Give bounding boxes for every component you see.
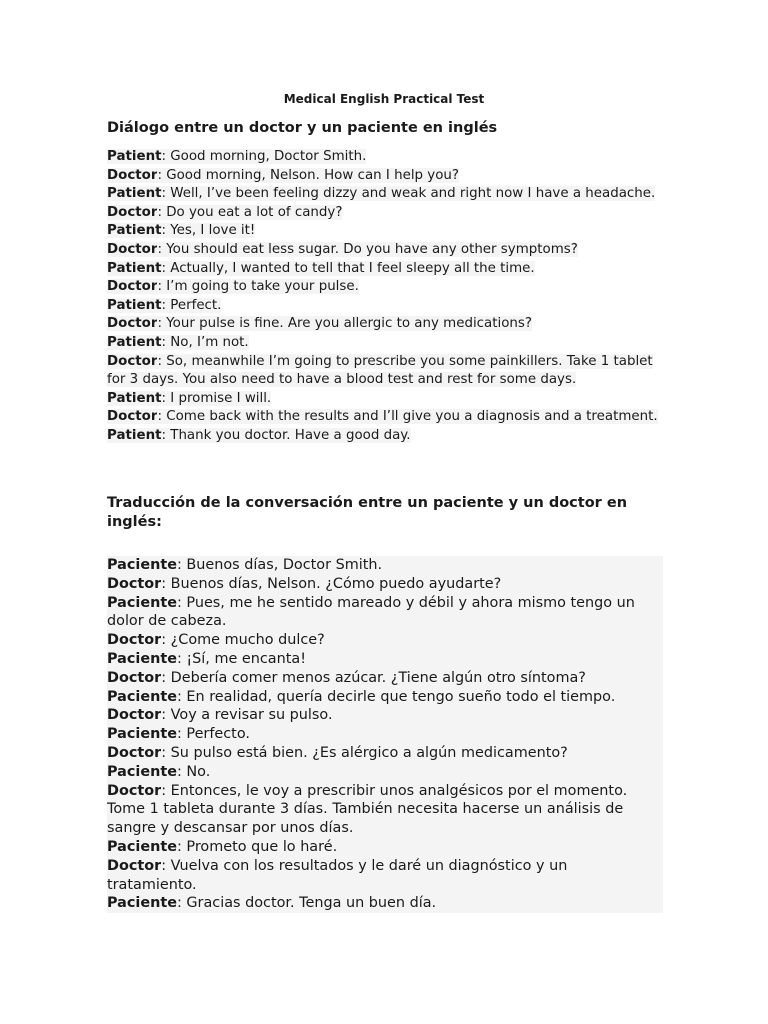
dialogue-line xyxy=(107,688,661,707)
dialogue-text: : Actually, I wanted to tell that I feel sleepy all the time. xyxy=(161,260,535,276)
dialogue-text: : You should eat less sugar. Do you have any other symptoms? xyxy=(157,241,578,257)
dialogue-text: : Gracias doctor. Tenga un buen día. xyxy=(176,895,437,912)
speaker-label: Doctor xyxy=(107,857,162,874)
speaker-label: Doctor xyxy=(107,632,162,649)
speaker-label: Paciente xyxy=(107,838,177,855)
dialogue-text: : Buenos días, Nelson. ¿Cómo puedo ayudarte? xyxy=(161,575,502,592)
dialogue-line xyxy=(107,782,661,838)
dialogue-line xyxy=(107,669,661,688)
speaker-label: Doctor xyxy=(107,167,158,183)
dialogue-text: : Entonces, le voy a prescribir unos analgésicos por el momento. Tome 1 tableta durante 3 días. También necesita hacerse un análisis de sangre y descansar por unos días. xyxy=(107,782,628,837)
dialogue-line xyxy=(107,575,661,594)
dialogue-text: : Debería comer menos azúcar. ¿Tiene algún otro síntoma? xyxy=(161,669,586,686)
speaker-label: Patient xyxy=(107,260,162,276)
speaker-label: Doctor xyxy=(107,279,158,295)
dialogue-text: : Pues, me he sentido mareado y débil y ahora mismo tengo un dolor de cabeza. xyxy=(107,594,635,630)
dialogue-text: : ¡Sí, me encanta! xyxy=(176,650,306,667)
dialogue-line xyxy=(107,556,661,575)
speaker-label: Patient xyxy=(107,223,162,239)
dialogue-text: : Yes, I love it! xyxy=(161,223,256,239)
speaker-label: Doctor xyxy=(107,353,158,369)
speaker-label: Doctor xyxy=(107,744,162,761)
speaker-label: Paciente xyxy=(107,557,177,573)
dialogue-text: : ¿Come mucho dulce? xyxy=(161,632,325,649)
dialogue-text: : Prometo que lo haré. xyxy=(176,838,338,855)
spanish-dialogue xyxy=(107,556,663,913)
dialogue-text: : I’m going to take your pulse. xyxy=(157,279,359,295)
speaker-label: Paciente xyxy=(107,726,177,743)
dialogue-text: : Good morning, Doctor Smith. xyxy=(161,149,367,164)
dialogue-line xyxy=(107,390,667,409)
dialogue-line xyxy=(107,725,661,744)
dialogue-text: : Voy a revisar su pulso. xyxy=(161,707,333,724)
dialogue-text: : Su pulso está bien. ¿Es alérgico a algún medicamento? xyxy=(161,744,568,761)
dialogue-line xyxy=(107,594,661,632)
dialogue-text: : Good morning, Nelson. How can I help you? xyxy=(157,167,460,183)
dialogue-text: : Perfecto. xyxy=(176,726,250,743)
dialogue-text: : No. xyxy=(176,763,211,780)
dialogue-line xyxy=(107,204,667,223)
dialogue-line xyxy=(107,857,661,895)
dialogue-text: : Well, I’ve been feeling dizzy and weak and right now I have a headache. xyxy=(161,186,656,202)
dialogue-line xyxy=(107,222,667,241)
speaker-label: Paciente xyxy=(107,650,177,667)
dialogue-line xyxy=(107,315,667,334)
spanish-translation-heading: Traducción de la conversación entre un paciente y un doctor en inglés: xyxy=(107,495,628,530)
speaker-label: Doctor xyxy=(107,707,162,724)
speaker-label: Doctor xyxy=(107,316,158,332)
dialogue-line xyxy=(107,148,667,167)
dialogue-line xyxy=(107,744,661,763)
dialogue-line xyxy=(107,706,661,725)
dialogue-text: : No, I’m not. xyxy=(161,334,249,350)
dialogue-text: : So, meanwhile I’m going to prescribe you some painkillers. Take 1 tablet for 3 days. You also need to have a blood test and rest for some days. xyxy=(107,353,653,388)
dialogue-text: : Your pulse is fine. Are you allergic to any medications? xyxy=(157,316,532,332)
dialogue-text: : En realidad, quería decirle que tengo sueño todo el tiempo. xyxy=(176,688,616,705)
dialogue-line xyxy=(107,185,667,204)
speaker-label: Doctor xyxy=(107,782,162,799)
dialogue-text: : I promise I will. xyxy=(161,390,272,406)
speaker-label: Paciente xyxy=(107,688,177,705)
dialogue-line xyxy=(107,427,667,446)
dialogue-line xyxy=(107,353,667,390)
speaker-label: Patient xyxy=(107,334,162,350)
dialogue-text: : Buenos días, Doctor Smith. xyxy=(176,557,383,573)
english-dialogue xyxy=(107,148,667,446)
english-dialogue-heading: Diálogo entre un doctor y un paciente en inglés xyxy=(107,120,498,136)
dialogue-text: : Do you eat a lot of candy? xyxy=(157,204,343,220)
dialogue-line xyxy=(107,167,667,186)
dialogue-text: : Perfect. xyxy=(161,297,222,313)
dialogue-text: : Thank you doctor. Have a good day. xyxy=(161,427,411,443)
speaker-label: Paciente xyxy=(107,895,177,912)
speaker-label: Doctor xyxy=(107,204,158,220)
dialogue-line xyxy=(107,631,661,650)
dialogue-line xyxy=(107,408,667,427)
dialogue-text: : Come back with the results and I’ll give you a diagnosis and a treatment. xyxy=(157,409,658,425)
speaker-label: Doctor xyxy=(107,575,162,592)
dialogue-line xyxy=(107,260,667,279)
dialogue-line xyxy=(107,241,667,260)
speaker-label: Patient xyxy=(107,297,162,313)
document-title: Medical English Practical Test xyxy=(283,92,485,106)
speaker-label: Paciente xyxy=(107,594,177,611)
dialogue-line xyxy=(107,838,661,857)
speaker-label: Patient xyxy=(107,427,162,443)
dialogue-line xyxy=(107,278,667,297)
dialogue-line xyxy=(107,297,667,316)
dialogue-text: : Vuelva con los resultados y le daré un diagnóstico y un tratamiento. xyxy=(107,857,568,893)
speaker-label: Doctor xyxy=(107,409,158,425)
dialogue-line xyxy=(107,763,661,782)
dialogue-line xyxy=(107,650,661,669)
speaker-label: Paciente xyxy=(107,763,177,780)
speaker-label: Doctor xyxy=(107,669,162,686)
speaker-label: Patient xyxy=(107,390,162,406)
dialogue-line xyxy=(107,334,667,353)
speaker-label: Patient xyxy=(107,149,162,164)
speaker-label: Patient xyxy=(107,186,162,202)
dialogue-line xyxy=(107,894,661,913)
speaker-label: Doctor xyxy=(107,241,158,257)
